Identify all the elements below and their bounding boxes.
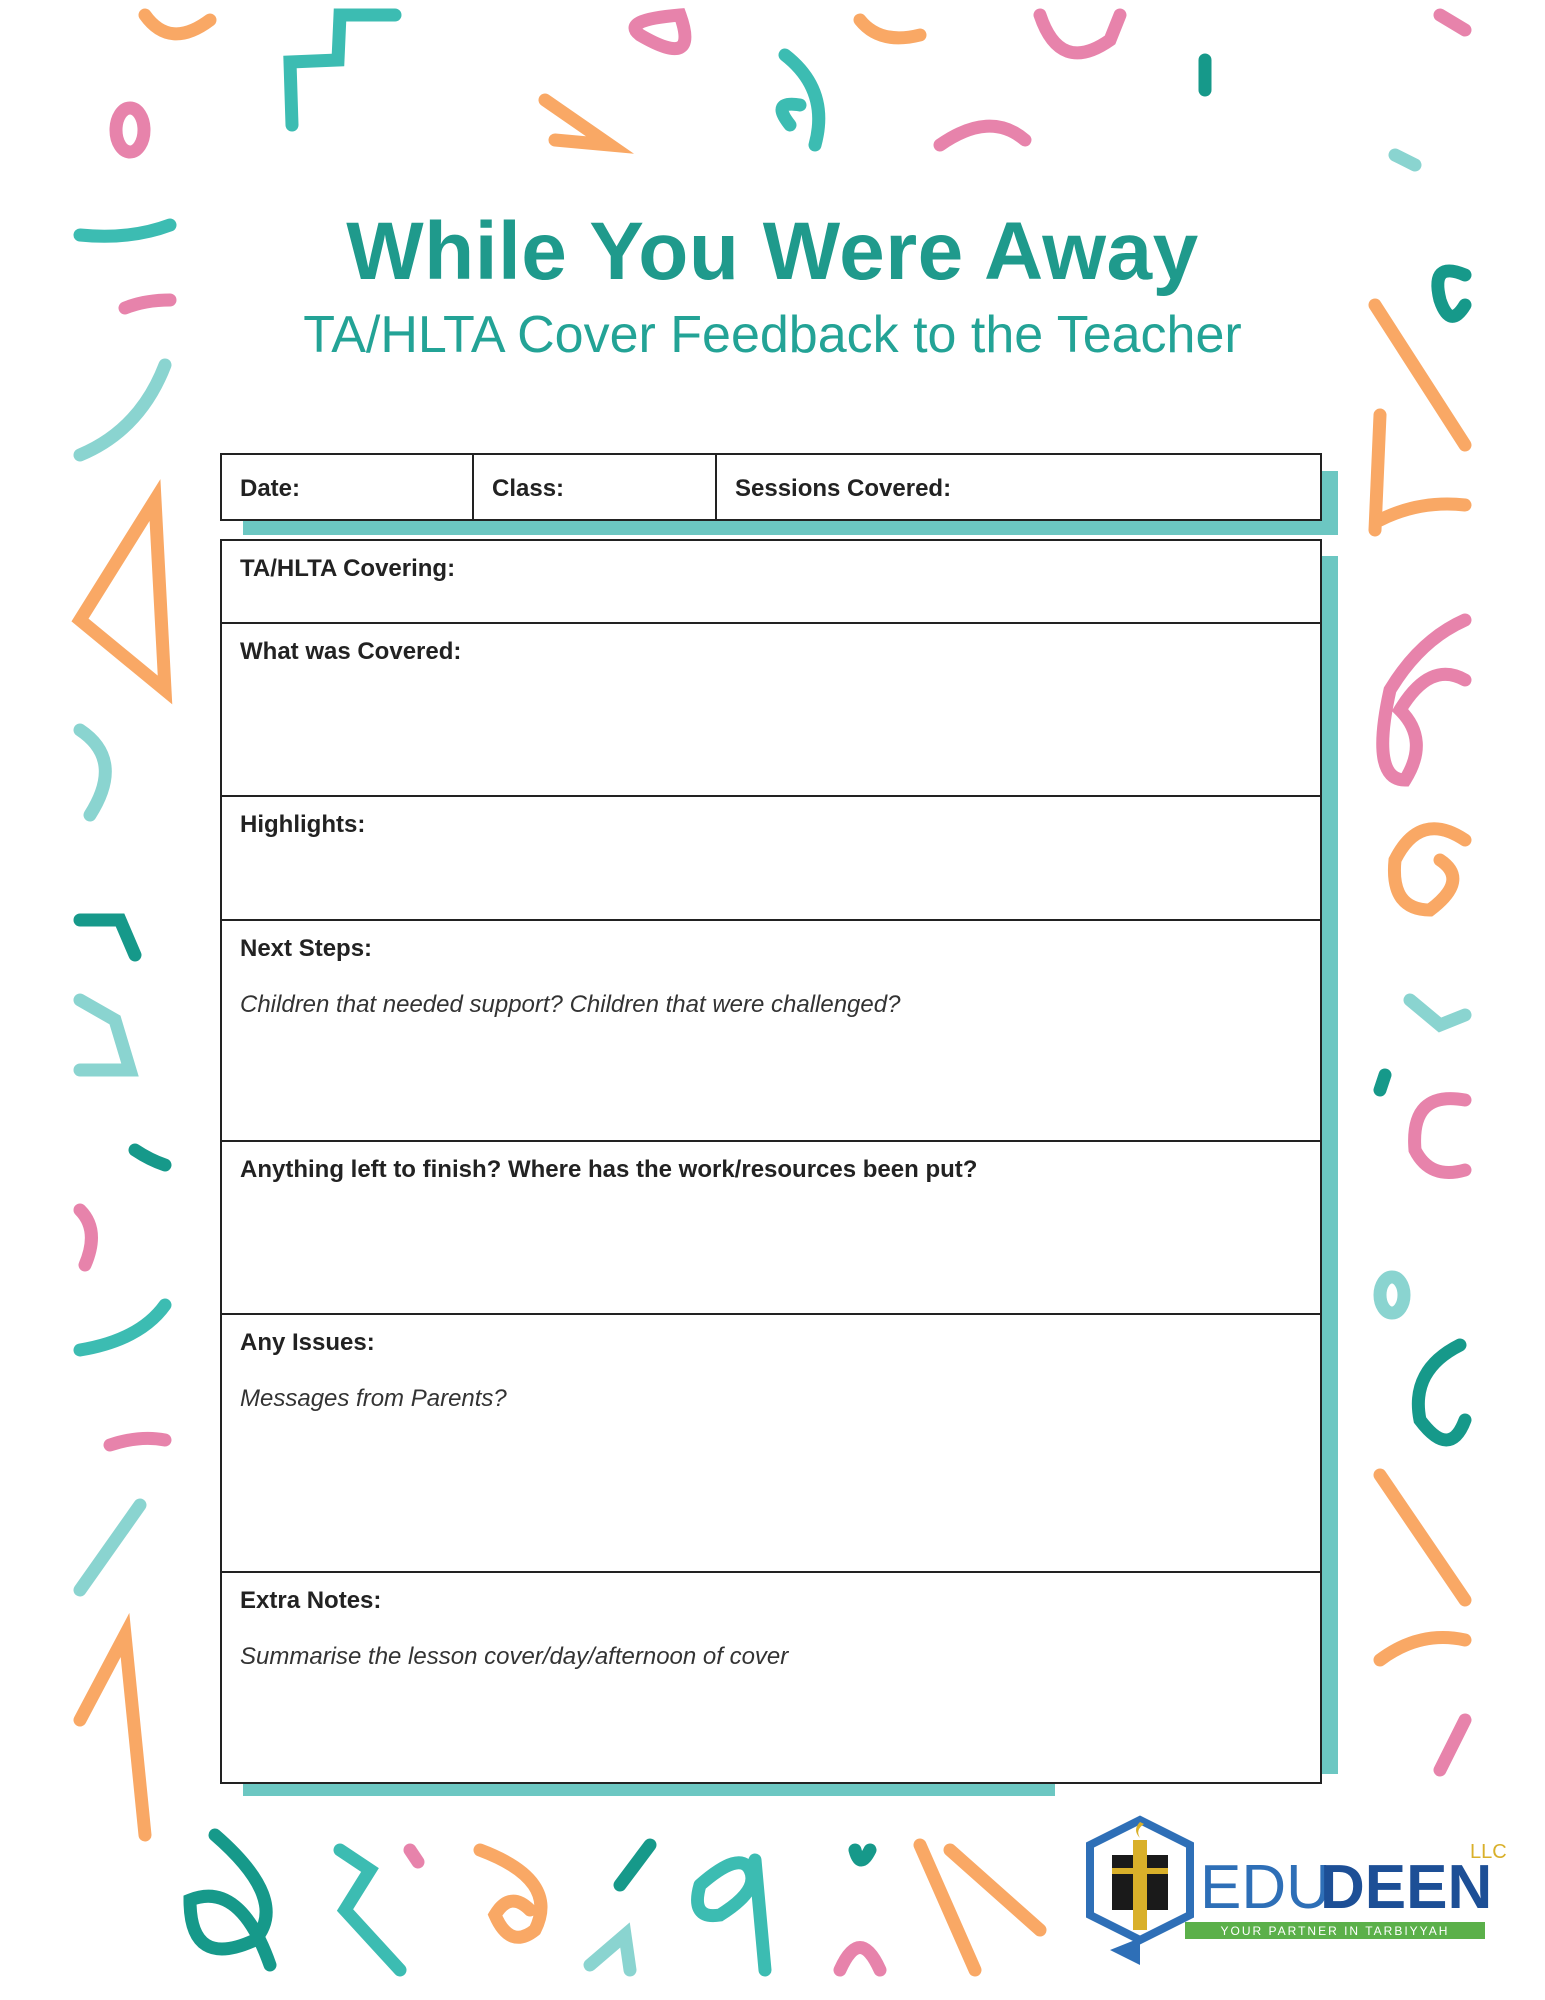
extra-notes-section[interactable] bbox=[222, 1573, 1320, 1781]
section-label: Any Issues: bbox=[240, 1329, 375, 1356]
squiggle bbox=[1375, 415, 1380, 530]
squiggle bbox=[698, 1860, 766, 1970]
squiggle bbox=[590, 1935, 630, 1970]
brand-tagline: YOUR PARTNER IN TARBIYYAH bbox=[1220, 1924, 1450, 1938]
section-hint: Children that needed support? Children that were challenged? bbox=[240, 991, 901, 1018]
squiggle bbox=[135, 1150, 165, 1165]
squiggle bbox=[940, 126, 1025, 145]
sessions-covered-label: Sessions Covered: bbox=[735, 475, 952, 502]
brand-suffix: LLC bbox=[1470, 1841, 1507, 1863]
squiggle bbox=[1383, 620, 1465, 780]
squiggle bbox=[1394, 829, 1465, 910]
squiggle bbox=[190, 1835, 270, 1965]
squiggle bbox=[290, 15, 395, 125]
squiggle bbox=[1380, 1475, 1465, 1600]
squiggle bbox=[116, 108, 144, 152]
section-hint: Summarise the lesson cover/day/afternoon of cover bbox=[240, 1643, 789, 1670]
section-label: Extra Notes: bbox=[240, 1587, 382, 1614]
squiggle bbox=[620, 1845, 650, 1885]
section-label: Anything left to finish? Where has the work/resources been put? bbox=[240, 1156, 978, 1183]
date-label: Date: bbox=[240, 475, 301, 502]
squiggle bbox=[1395, 155, 1415, 165]
squiggle bbox=[1418, 1345, 1465, 1440]
ta-covering-section[interactable] bbox=[222, 541, 1320, 624]
section-label: Next Steps: bbox=[240, 935, 373, 962]
section-hint: Messages from Parents? bbox=[240, 1385, 507, 1412]
squiggle bbox=[80, 1505, 140, 1590]
section-label: What was Covered: bbox=[240, 638, 462, 665]
section-label: Highlights: bbox=[240, 811, 366, 838]
squiggle bbox=[80, 730, 105, 815]
squiggle bbox=[1380, 1277, 1404, 1313]
main-shadow-right bbox=[1322, 556, 1338, 1774]
any-issues-section[interactable] bbox=[222, 1315, 1320, 1573]
class-field[interactable] bbox=[474, 455, 717, 519]
sessions-covered-field[interactable] bbox=[717, 455, 1320, 519]
info-row bbox=[220, 453, 1322, 521]
section-label: TA/HLTA Covering: bbox=[240, 555, 456, 582]
squiggle bbox=[80, 1000, 130, 1070]
next-steps-section[interactable] bbox=[222, 921, 1320, 1142]
squiggle bbox=[340, 1850, 400, 1970]
squiggle bbox=[1410, 1000, 1465, 1025]
squiggle bbox=[80, 1305, 165, 1350]
brand-deen: DEEN bbox=[1320, 1853, 1493, 1922]
squiggle bbox=[1380, 1638, 1465, 1661]
edudeen-logo bbox=[1070, 1810, 1510, 1980]
squiggle bbox=[145, 15, 210, 34]
squiggle bbox=[840, 1948, 880, 1971]
left-to-finish-section[interactable] bbox=[222, 1142, 1320, 1315]
squiggle bbox=[80, 1210, 91, 1265]
squiggle bbox=[1040, 15, 1120, 53]
squiggle bbox=[860, 20, 920, 38]
class-label: Class: bbox=[492, 475, 565, 502]
squiggle bbox=[782, 55, 819, 145]
squiggle bbox=[1440, 15, 1465, 30]
squiggle bbox=[1380, 504, 1465, 520]
brand-edu: EDU bbox=[1200, 1853, 1331, 1922]
squiggle bbox=[80, 920, 135, 955]
squiggle bbox=[1380, 1075, 1385, 1090]
main-shadow-bottom bbox=[243, 1784, 1055, 1796]
page-subtitle: TA/HLTA Cover Feedback to the Teacher bbox=[303, 306, 1242, 364]
squiggle bbox=[110, 1438, 165, 1445]
squiggle bbox=[545, 100, 610, 145]
squiggle bbox=[80, 365, 165, 455]
what-was-covered-section[interactable] bbox=[222, 624, 1320, 797]
squiggle bbox=[635, 15, 685, 49]
minaret-icon bbox=[1133, 1840, 1147, 1930]
date-field[interactable] bbox=[222, 455, 474, 519]
squiggle bbox=[80, 1635, 145, 1835]
squiggle bbox=[920, 1845, 1040, 1970]
highlights-section[interactable] bbox=[222, 797, 1320, 921]
squiggle bbox=[410, 1850, 418, 1862]
squiggle bbox=[80, 500, 165, 690]
squiggle bbox=[855, 1850, 870, 1860]
squiggle bbox=[1415, 1099, 1465, 1173]
feedback-table bbox=[220, 539, 1322, 1784]
squiggle bbox=[480, 1850, 541, 1937]
page-title: While You Were Away bbox=[346, 206, 1199, 297]
squiggle bbox=[1440, 1720, 1465, 1770]
